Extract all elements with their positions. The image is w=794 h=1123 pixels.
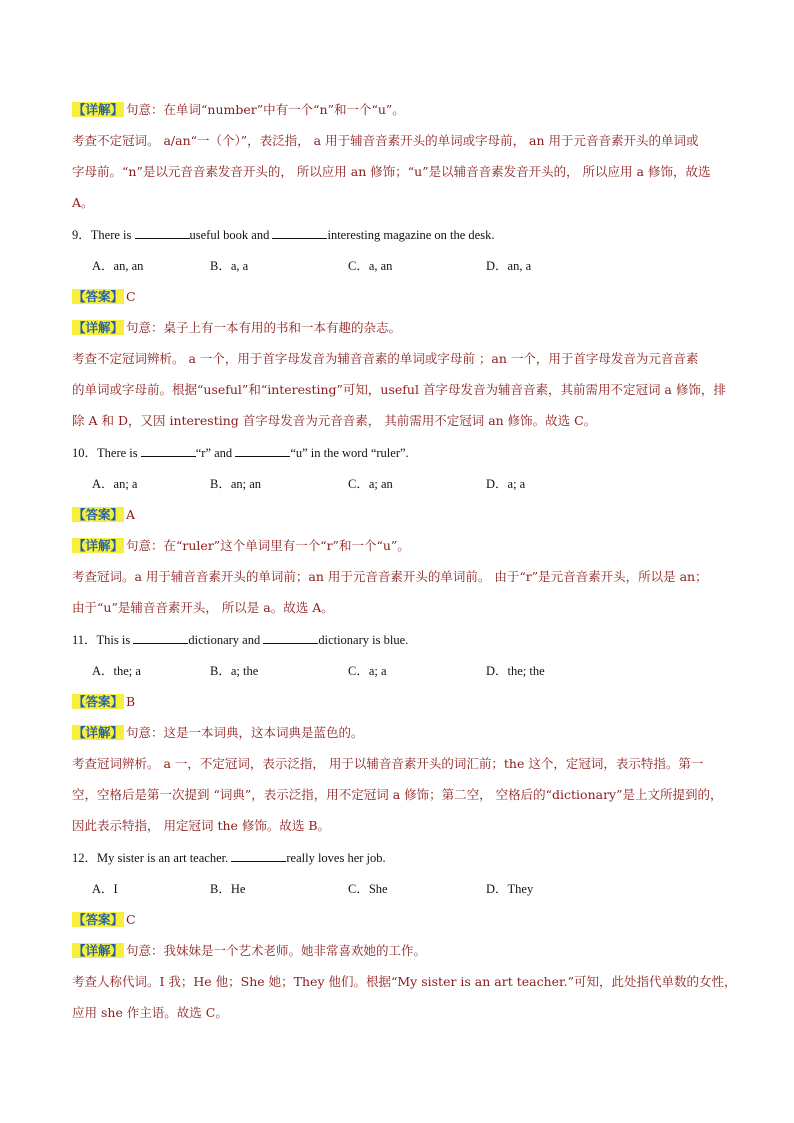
answer-value: A: [126, 507, 136, 522]
explanation-text: 考查不定冠词。 a/an“一（个）”，表泛指， a 用于辅音音素开头的单词或字母前， an 用于元音音素开头的单词或: [72, 133, 699, 148]
explanation-text: 的单词或字母前。根据“useful”和“interesting”可知，useful 首字母发音为辅音音素，其前需用不定冠词 a 修饰，排: [72, 382, 726, 397]
question-text: My sister is an art teacher.: [97, 851, 232, 865]
detail-line: [72, 537, 732, 555]
option-d[interactable]: D．a; a: [486, 477, 526, 491]
question-text: “u” in the word “ruler”.: [290, 446, 409, 460]
option-c[interactable]: C．a, an: [348, 259, 393, 273]
detail-tag: 【详解】: [73, 538, 124, 553]
detail-text: 句意：桌子上有一本有用的书和一本有趣的杂志。: [126, 320, 402, 335]
detail-line: [72, 101, 732, 119]
question-line: [72, 631, 732, 649]
text-line: [72, 132, 732, 150]
explanation-text: 考查不定冠词辨析。 a 一个，用于首字母发音为辅音音素的单词或字母前 ；an 一个，用于首字母发音为元音音素: [72, 351, 699, 366]
detail-tag: 【详解】: [73, 102, 124, 117]
option-c[interactable]: C．a; a: [348, 664, 387, 678]
option-a[interactable]: A．an; a: [92, 477, 138, 491]
options-row: [92, 257, 652, 275]
option-a[interactable]: A．I: [92, 882, 118, 896]
question-text: interesting magazine on the desk.: [327, 228, 495, 242]
explanation-text: 考查人称代词。I 我；He 他；She 她；They 他们。根据“My sister is an art teacher.”可知，此处指代单数的女性，: [72, 974, 737, 989]
detail-text: 句意：这是一本词典，这本词典是蓝色的。: [126, 725, 364, 740]
option-a[interactable]: A．the; a: [92, 664, 141, 678]
question-line: [72, 444, 732, 462]
question-text: “r” and: [195, 446, 236, 460]
question-number: 9．: [72, 228, 91, 242]
option-d[interactable]: D．They: [486, 882, 534, 896]
question-text: This is: [96, 633, 134, 647]
option-d[interactable]: D．an, a: [486, 259, 532, 273]
answer-blank: [235, 444, 290, 457]
explanation-text: A。: [72, 195, 94, 210]
answer-value: C: [126, 912, 136, 927]
options-row: [92, 880, 652, 898]
text-line: [72, 194, 732, 212]
question-line: [72, 849, 732, 867]
question-text: useful book and: [189, 228, 273, 242]
answer-blank: [141, 444, 196, 457]
detail-line: [72, 942, 732, 960]
explanation-text: 由于“u”是辅音音素开头， 所以是 a。故选 A。: [72, 600, 334, 615]
question-text: There is: [97, 446, 141, 460]
text-line: [72, 1004, 732, 1022]
option-c[interactable]: C．a; an: [348, 477, 393, 491]
options-row: [92, 662, 652, 680]
answer-blank: [272, 226, 327, 239]
question-number: 11．: [72, 633, 97, 647]
question-text: There is: [90, 228, 135, 242]
question-number: 10．: [72, 446, 98, 460]
detail-tag: 【详解】: [73, 725, 124, 740]
detail-text: 句意：在单词“number”中有一个“n”和一个“u”。: [126, 102, 405, 117]
option-b[interactable]: B．an; an: [210, 477, 262, 491]
explanation-text: 应用 she 作主语。故选 C。: [72, 1005, 228, 1020]
question-text: really loves her job.: [286, 851, 386, 865]
explanation-text: 空，空格后是第一次提到 “词典”，表示泛指，用不定冠词 a 修饰；第二空， 空格后的“dictionary”是上文所提到的，: [72, 787, 723, 802]
question-text: dictionary and: [188, 633, 264, 647]
text-line: [72, 817, 732, 835]
detail-tag: 【详解】: [73, 943, 124, 958]
answer-blank: [231, 849, 286, 862]
question-line: [72, 226, 732, 244]
text-line: [72, 599, 732, 617]
answer-tag: 【答案】: [73, 507, 124, 522]
detail-line: [72, 724, 732, 742]
detail-tag: 【详解】: [73, 320, 124, 335]
text-line: [72, 786, 732, 804]
explanation-text: 因此表示特指， 用定冠词 the 修饰。故选 B。: [72, 818, 331, 833]
text-line: [72, 755, 732, 773]
question-text: dictionary is blue.: [318, 633, 409, 647]
explanation-text: 字母前。“n”是以元音音素发音开头的， 所以应用 an 修饰；“u”是以辅音音素发音开头的， 所以应用 a 修饰，故选: [72, 164, 711, 179]
option-b[interactable]: B．a, a: [210, 259, 249, 273]
answer-line: [72, 288, 732, 306]
text-line: [72, 350, 732, 368]
answer-tag: 【答案】: [73, 912, 124, 927]
option-c[interactable]: C．She: [348, 882, 388, 896]
option-b[interactable]: B．a; the: [210, 664, 259, 678]
detail-line: [72, 319, 732, 337]
detail-text: 句意：我妹妹是一个艺术老师。她非常喜欢她的工作。: [126, 943, 427, 958]
answer-blank: [133, 631, 188, 644]
explanation-text: 考查冠词。a 用于辅音音素开头的单词前；an 用于元音音素开头的单词前。 由于“r”是元音音素开头，所以是 an；: [72, 569, 708, 584]
question-number: 12．: [72, 851, 98, 865]
options-row: [92, 475, 652, 493]
text-line: [72, 412, 732, 430]
text-line: [72, 381, 732, 399]
text-line: [72, 568, 732, 586]
text-line: [72, 163, 732, 181]
option-a[interactable]: A．an, an: [92, 259, 144, 273]
answer-tag: 【答案】: [73, 289, 124, 304]
option-d[interactable]: D．the; the: [486, 664, 545, 678]
answer-value: B: [126, 694, 136, 709]
text-line: [72, 973, 737, 991]
answer-line: [72, 506, 732, 524]
detail-text: 句意：在“ruler”这个单词里有一个“r”和一个“u”。: [126, 538, 410, 553]
explanation-text: 考查冠词辨析。 a 一，不定冠词，表示泛指， 用于以辅音音素开头的词汇前；the 这个，定冠词，表示特指。第一: [72, 756, 704, 771]
answer-blank: [135, 226, 190, 239]
explanation-text: 除 A 和 D，又因 interesting 首字母发音为元音音素， 其前需用不定冠词 an 修饰。故选 C。: [72, 413, 597, 428]
answer-blank: [263, 631, 318, 644]
answer-value: C: [126, 289, 136, 304]
option-b[interactable]: B．He: [210, 882, 246, 896]
answer-line: [72, 911, 732, 929]
answer-line: [72, 693, 732, 711]
answer-tag: 【答案】: [73, 694, 124, 709]
